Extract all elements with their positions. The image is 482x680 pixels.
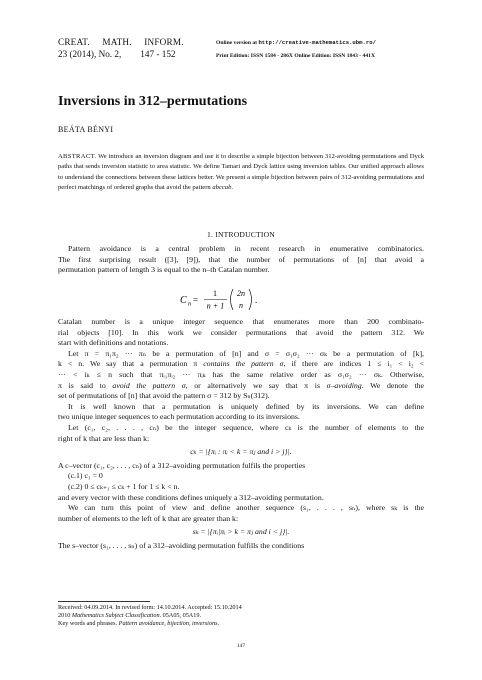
msc-classification bbox=[58, 612, 242, 620]
print-edition: Print Edition: ISSN 1584 - 286X Online Edition: ISSN 1843 - 441X bbox=[216, 52, 375, 59]
formula-period: . bbox=[255, 295, 258, 305]
body-text-italic: contains the pattern σ bbox=[203, 359, 284, 369]
footnote-rule bbox=[58, 601, 150, 602]
binom-right-paren bbox=[249, 289, 252, 310]
journal-abbrev-3: INFORM. bbox=[144, 37, 184, 47]
intro-paragraph-1 bbox=[58, 244, 424, 276]
journal-pages: 147 - 152 bbox=[140, 49, 176, 59]
msc-value: . 05A05, 05A19. bbox=[159, 612, 201, 620]
body-line: It is well known that a permutation is uniquely defined by its inversions. We can define bbox=[68, 401, 424, 411]
paper-title: Inversions in 312–permutations bbox=[58, 94, 248, 109]
footnotes bbox=[58, 604, 242, 629]
catalan-sub: n bbox=[188, 300, 192, 308]
body-text: . We denote the bbox=[361, 380, 424, 390]
catalan-den: n + 1 bbox=[206, 301, 225, 311]
body-line: rial objects [10]. In this work we consider permutations that avoid the pattern 312. We bbox=[58, 327, 424, 337]
page-number: 147 bbox=[236, 643, 246, 649]
body-line: Let (c₁, c₂, . . . , cₙ) be the integer sequence, where cₖ is the number of elements to the bbox=[68, 422, 424, 432]
property-c1: (c.1) c₁ = 0 bbox=[68, 471, 103, 481]
body-line: two unique integer sequences to each permutation according to its inversions. bbox=[58, 412, 300, 422]
body-line: set of permutations of [n] that avoid the pattern σ = 312 by Sₙ(312). bbox=[58, 391, 270, 401]
catalan-num: 1 bbox=[213, 289, 217, 298]
body-line: The s–vector (s₁, . . . , sₙ) of a 312–avoiding permutation fulfills the conditions bbox=[58, 540, 305, 550]
body-line bbox=[58, 381, 424, 392]
body-line bbox=[58, 359, 424, 370]
intro-paragraph-2 bbox=[58, 317, 424, 551]
body-line: The first surprising result ([3], [9]), that the number of permutations of [n] that avoid a bbox=[58, 254, 424, 264]
catalan-formula bbox=[178, 286, 308, 316]
body-line: right of k that are less than k: bbox=[58, 433, 150, 443]
binom-bot: n bbox=[239, 301, 243, 310]
binom-left-paren bbox=[231, 289, 234, 310]
keywords-list: Pattern avoidance, bijection, inversions bbox=[118, 620, 218, 628]
catalan-eq: = bbox=[193, 295, 199, 305]
abstract-label: ABSTRACT. bbox=[58, 153, 97, 160]
journal-abbrev-2: MATH. bbox=[102, 37, 132, 47]
journal-edition-info bbox=[216, 37, 376, 62]
keywords bbox=[58, 620, 242, 628]
abstract bbox=[58, 152, 424, 194]
keywords-end: . bbox=[217, 620, 220, 628]
abstract-end: . bbox=[231, 184, 234, 192]
binom-top: 2n bbox=[237, 289, 245, 298]
online-label: Online version at bbox=[216, 40, 258, 46]
body-text: k < n. We say that a permutation π bbox=[58, 359, 204, 369]
property-c2: (c.2) 0 ≤ cₖ₊₁ ≤ cₖ + 1 for 1 ≤ k < n. bbox=[68, 481, 180, 491]
body-line: number of elements to the left of k that are greater than k: bbox=[58, 513, 239, 523]
body-line: start with definitions and notations. bbox=[58, 338, 169, 348]
body-text: π is said to bbox=[58, 380, 113, 390]
paper-author: BEÁTA BÉNYI bbox=[58, 125, 114, 134]
body-line: Pattern avoidance is a central problem in recent research in enumerative combinatorics. bbox=[68, 244, 424, 253]
body-text: , if there are indices 1 ≤ i₁ < i₂ < bbox=[283, 359, 424, 369]
s-vector-formula: sₖ = |{πᵢ|πᵢ > k = πⱼ and i < j}|. bbox=[192, 527, 290, 537]
body-text-italic: σ–avoiding bbox=[326, 380, 362, 390]
body-text-italic: avoid the pattern σ bbox=[112, 380, 186, 390]
keywords-label: Key words and phrases. bbox=[58, 620, 119, 628]
c-vector-formula: cₖ = |{πᵢ : πᵢ < k = πⱼ and i > j}|. bbox=[190, 447, 292, 457]
abstract-pattern: abccab bbox=[212, 184, 232, 192]
journal-citation bbox=[58, 36, 194, 60]
body-line: We can turn this point of view and define another sequence (s₁, . . . , sₙ), where sₖ is the bbox=[68, 503, 424, 513]
catalan-formula-svg bbox=[178, 286, 308, 314]
body-line: A c–vector (c₁, c₂, . . . , cₙ) of a 312–avoiding permutation fulfils the properties bbox=[58, 460, 306, 470]
body-line: permutation pattern of length 3 is equal to the n–th Catalan number. bbox=[58, 265, 270, 275]
msc-label: 2010 bbox=[58, 612, 72, 620]
body-line: Catalan number is a unique integer sequence that enumerates more than 200 combinato- bbox=[58, 317, 424, 326]
msc-italic: Mathematics Subject Classification bbox=[71, 612, 160, 620]
body-text: , or alternatively we say that π is bbox=[185, 380, 327, 390]
section-heading: 1. INTRODUCTION bbox=[207, 230, 275, 239]
body-line: Let π = π₁π₂ ··· πₙ be a permutation of [n] and σ = σ₁σ₂ ··· σₖ be a permutation of [k], bbox=[68, 348, 424, 358]
online-url-link[interactable]: http://creative-mathematics.ubm.ro/ bbox=[258, 39, 376, 46]
catalan-lhs: C bbox=[180, 295, 187, 306]
body-line: and every vector with these conditions defines uniquely a 312–avoiding permutation. bbox=[58, 492, 324, 502]
received-dates: Received: 04.09.2014. In revised form: 14.10.2014. Accepted: 15.10.2014 bbox=[58, 604, 242, 611]
body-line: ··· < iₖ ≤ n such that πᵢ₁πᵢ₂ ··· πᵢₖ has the same relative order as σ₁σ₂ ··· σₖ. Otherwise, bbox=[58, 369, 424, 379]
abstract-text: We introduce an inversion diagram and use it to describe a simple bijection between 312-avoiding permutations and Dyck paths that sends inversion statistic to area statistic. We define Tamari and Dyck lattice using inversion tables. Our unified approach allows to understand the connections between these lattices better. We present a simple bijection between pairs of 312-avoiding permutations and perfect matchings of ordered graphs that avoid the pattern bbox=[58, 153, 424, 192]
journal-volume: 23 (2014), No. 2, bbox=[58, 49, 122, 59]
journal-abbrev-1: CREAT. bbox=[58, 37, 90, 47]
